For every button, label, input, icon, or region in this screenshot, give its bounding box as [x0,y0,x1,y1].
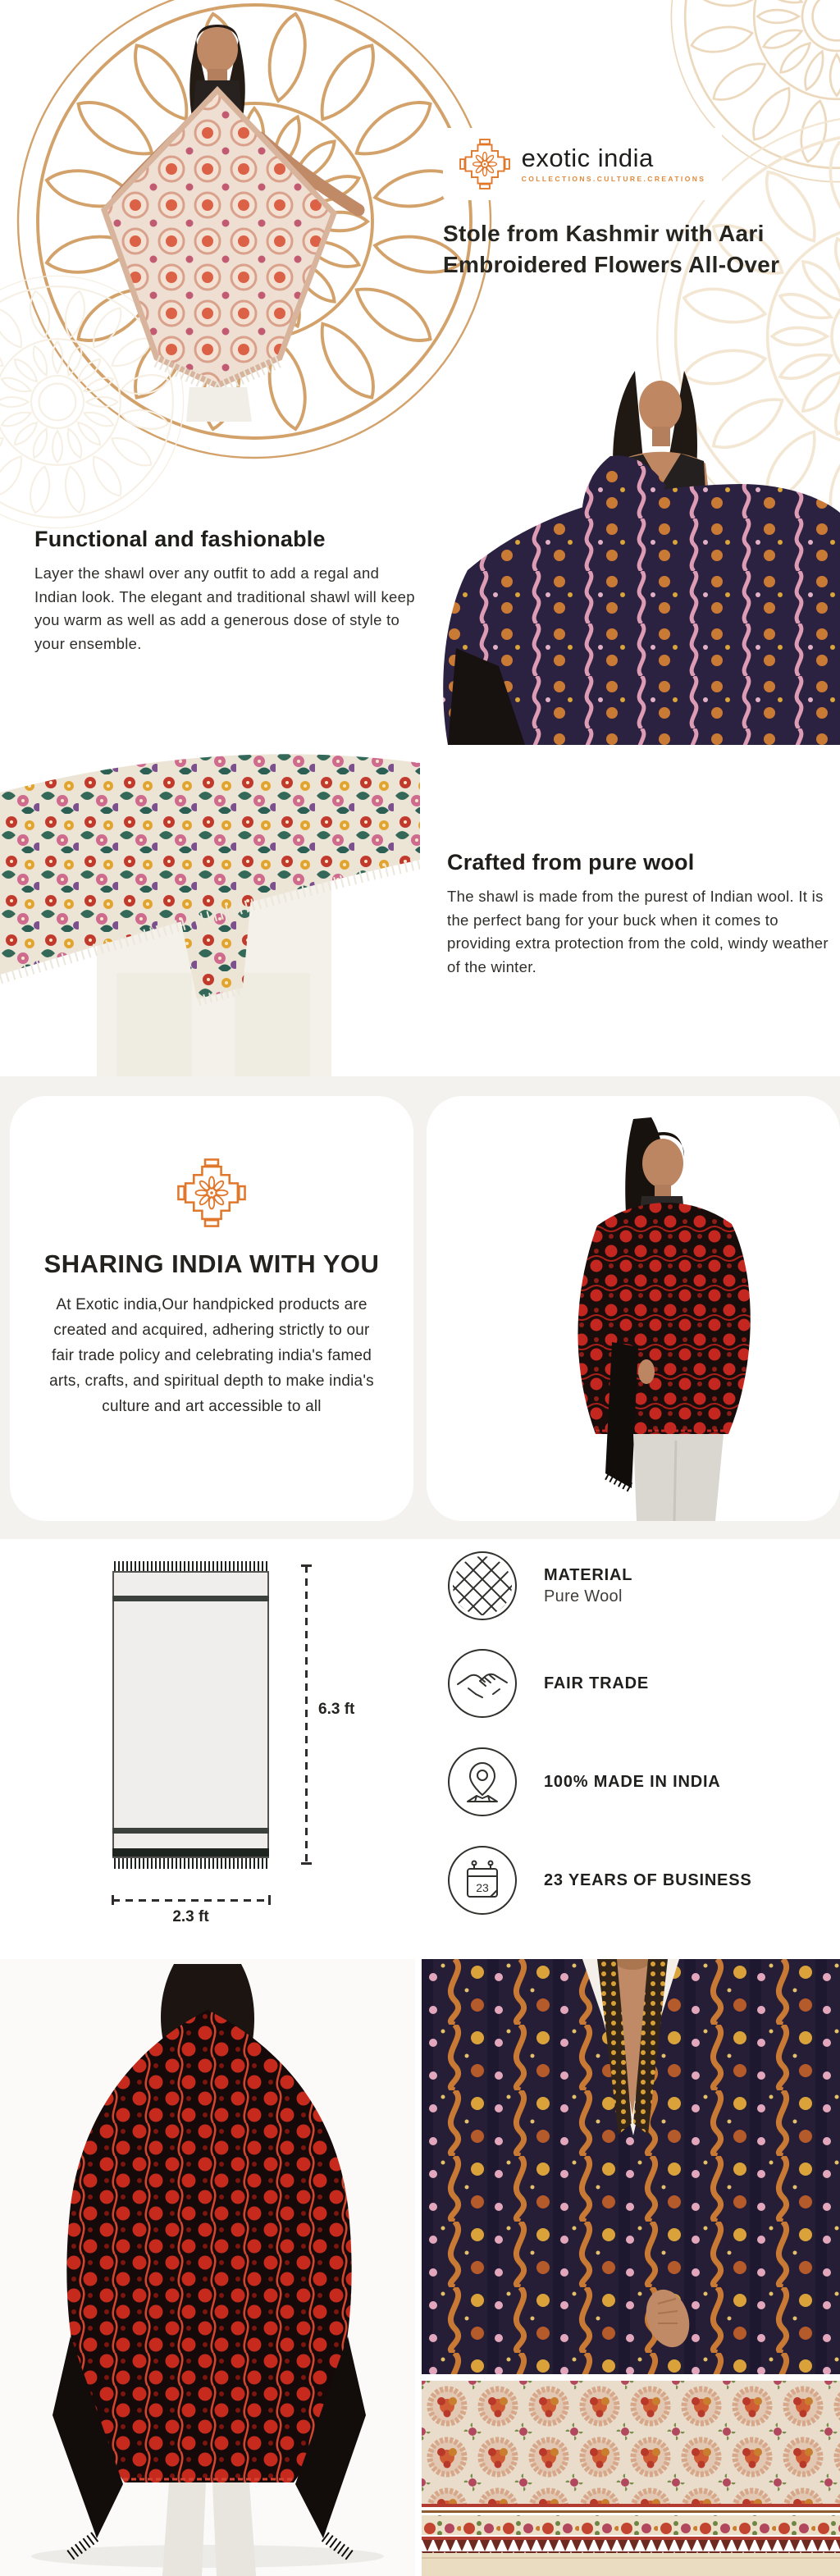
functional-heading: Functional and fashionable [34,527,326,551]
shawl-diagram [112,1571,269,1858]
shawl-top-fringe [114,1561,267,1571]
brand-logo [443,128,722,200]
feature-material [447,1551,632,1621]
fabric-weave-icon [447,1551,518,1621]
fabric-embroidery-closeup-photo [422,2381,840,2576]
feature-subtitle: Pure Wool [544,1587,623,1605]
handshake-icon [447,1648,518,1719]
page-title: Stole from Kashmir with Aari Embroidered Flowers All-Over [443,221,780,277]
red-shawl-back-view-photo [0,1959,415,2576]
map-pin-icon [447,1747,518,1817]
feature-title: MATERIAL [544,1565,633,1584]
shawl-diagram-band [112,1828,269,1834]
model-red-shawl-photo-card [427,1096,840,1521]
feature-title: 23 YEARS OF BUSINESS [544,1870,752,1889]
model-wearing-stole-photo [420,361,840,745]
sharing-body: At Exotic india,Our handpicked products are created and acquired, adhering strictly to our fair trade policy and celebrating india's famed arts, crafts, and spiritual depth to make india's culture and art accessible to all [49,1296,374,1415]
feature-title: 100% MADE IN INDIA [544,1772,721,1791]
model-red-shawl-photo [427,1096,840,1521]
shawl-diagram-band [112,1596,269,1601]
wool-body: The shawl is made from the purest of Indian wool. It is the perfect bang for your buck when it comes to providing extra protection from the cold, windy weather of the winter. [447,888,829,975]
feature-made-in-india [447,1747,721,1817]
hero-model-photo [45,7,390,422]
feature-title: FAIR TRADE [544,1674,649,1692]
brand-text [522,145,706,183]
shawl-drape-closeup-photo [422,1959,840,2374]
embroidered-shawl-photo [0,735,420,1093]
calendar-icon [447,1845,518,1916]
height-dimension-line [305,1565,308,1864]
feature-years-of-business [447,1845,751,1916]
brand-tagline: COLLECTIONS.CULTURE.CREATIONS [521,175,706,183]
sharing-card [10,1096,413,1521]
shawl-diagram-band [112,1848,269,1857]
width-label: 2.3 ft [172,1908,209,1925]
functional-body: Layer the shawl over any outfit to add a regal and Indian look. The elegant and traditional shawl will keep you warm as well as add a generous dose of style to your ensemble. [34,564,415,652]
brand-name: exotic india [521,144,654,172]
functional-section [34,527,422,655]
feature-fair-trade [447,1648,649,1719]
shawl-bottom-fringe [114,1858,267,1869]
height-label: 6.3 ft [318,1701,355,1718]
wool-heading: Crafted from pure wool [447,850,695,875]
yantra-logo-icon [459,139,510,190]
width-dimension-line [112,1899,269,1902]
yantra-icon [177,1158,246,1227]
wool-section [447,850,834,979]
sharing-heading: SHARING INDIA WITH YOU [43,1249,380,1278]
calendar-number: 23 [476,1881,489,1894]
